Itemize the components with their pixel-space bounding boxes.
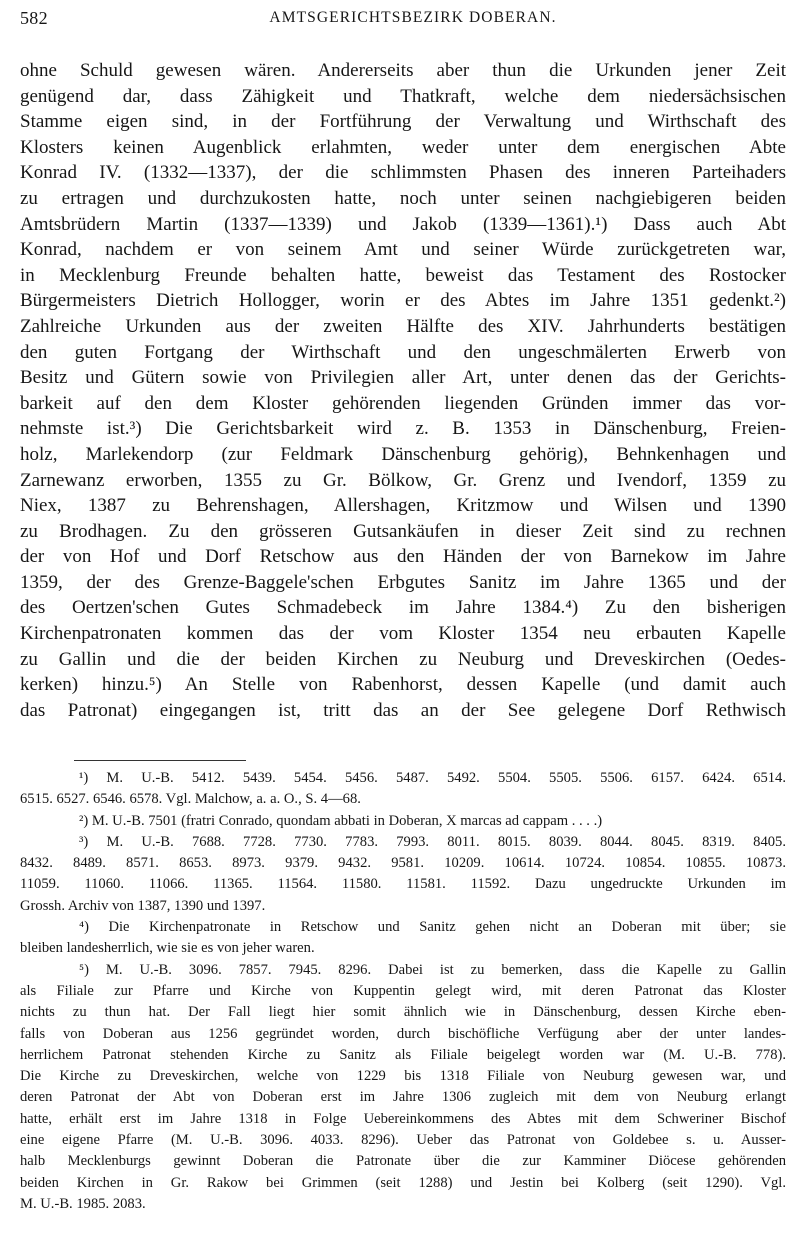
body-text-line: Kirchenpatronaten kommen das der vom Kloster 1354 neu erbauten Kapelle bbox=[20, 623, 786, 645]
body-text-line: ohne Schuld gewesen wären. Andererseits aber thun die Urkunden jener Zeit bbox=[20, 60, 786, 81]
footnote-line: eine eigene Pfarre (M. U.-B. 3096. 4033. 8296). Ueber das Patronat von Goldebee s. u. Ausser- bbox=[20, 1132, 786, 1149]
body-text-line: zu Brodhagen. Zu den grösseren Gutsankäufen in dieser Zeit sind zu rechnen bbox=[20, 520, 786, 542]
body-text-line: den guten Fortgang der Wirthschaft und den ungeschmälerten Erwerb von bbox=[20, 341, 786, 363]
body-text-line: 1359, der des Grenze-Baggele'schen Erbgutes Sanitz im Jahre 1365 und der bbox=[20, 571, 786, 593]
main-body-text bbox=[20, 58, 786, 723]
footnote-line: ³) M. U.-B. 7688. 7728. 7730. 7783. 7993. 8011. 8015. 8039. 8044. 8045. 8319. 8405. bbox=[79, 833, 786, 850]
page-number: 582 bbox=[20, 8, 48, 28]
body-text-line: Zarnewanz erworben, 1355 zu Gr. Bölkow, Gr. Grenz und Ivendorf, 1359 zu bbox=[20, 469, 786, 491]
body-text-line: Niex, 1387 zu Behrenshagen, Allershagen, Kritzmow und Wilsen und 1390 bbox=[20, 495, 786, 517]
footnote-line: 6515. 6527. 6546. 6578. Vgl. Malchow, a. a. O., S. 4—68. bbox=[20, 791, 361, 808]
footnote-line: 11059. 11060. 11066. 11365. 11564. 11580. 11581. 11592. Dazu ungedruckte Urkunden im bbox=[20, 876, 786, 893]
footnote-line: bleiben landesherrlich, wie sie es von jeher waren. bbox=[20, 940, 315, 957]
page-header bbox=[20, 8, 788, 30]
footnote-line: ²) M. U.-B. 7501 (fratri Conrado, quondam abbati in Doberan, X marcas ad cappam . . . .) bbox=[79, 812, 603, 829]
footnote-line: ⁵) M. U.-B. 3096. 7857. 7945. 8296. Dabei ist zu bemerken, dass die Kapelle zu Gallin bbox=[79, 961, 786, 978]
body-text-line: genügend dar, dass Zähigkeit und Thatkraft, welche dem niedersächsischen bbox=[20, 85, 786, 107]
footnote-line: 8432. 8489. 8571. 8653. 8973. 9379. 9432. 9581. 10209. 10614. 10724. 10854. 10855. 10873. bbox=[20, 855, 786, 872]
body-text-line: des Oertzen'schen Gutes Schmadebeck im Jahre 1384.⁴) Zu den bisherigen bbox=[20, 597, 786, 619]
body-text-line: der von Hof und Dorf Retschow aus den Händen der von Barnekow im Jahre bbox=[20, 546, 786, 568]
body-text-line: Bürgermeisters Dietrich Hollogger, worin er des Abtes im Jahre 1351 gedenkt.²) bbox=[20, 290, 786, 312]
body-text-line: zu ertragen und durchzukosten hatte, noch unter seinen nachgiebigeren beiden bbox=[20, 187, 786, 209]
body-text-line: Amtsbrüdern Martin (1337—1339) und Jakob (1339—1361).¹) Dass auch Abt bbox=[20, 213, 786, 235]
footnote-line: nichts zu thun hat. Der Fall liegt hier somit ähnlich wie in Dänschenburg, dessen Kirche eben- bbox=[20, 1004, 786, 1021]
footnote-line: halb Mecklenburgs gewinnt Doberan die Patronate über die zur Kamminer Diöcese gehörenden bbox=[20, 1153, 786, 1170]
footnote-line: Grossh. Archiv von 1387, 1390 und 1397. bbox=[20, 897, 266, 914]
footnote-line: beiden Kirchen in Gr. Rakow bei Grimmen (seit 1288) und Jestin bei Kolberg (seit 1290). Vgl. bbox=[20, 1174, 786, 1191]
running-title: AMTSGERICHTSBEZIRK DOBERAN. bbox=[269, 9, 557, 26]
footnote-separator-rule bbox=[74, 760, 246, 761]
body-text-line: holz, Marlekendorp (zur Feldmark Dänschenburg gehörig), Behnkenhagen und bbox=[20, 443, 786, 465]
footnotes-block bbox=[20, 768, 786, 1215]
body-text-line: das Patronat) eingegangen ist, tritt das an der See gelegene Dorf Rethwisch bbox=[20, 699, 786, 721]
body-text-line: Zahlreiche Urkunden aus der zweiten Hälfte des XIV. Jahrhunderts bestätigen bbox=[20, 315, 786, 337]
book-page bbox=[20, 0, 788, 1245]
body-text-line: in Mecklenburg Freunde behalten hatte, beweist das Testament des Rostocker bbox=[20, 264, 786, 286]
body-text-line: Konrad, nachdem er von seinem Amt und seiner Würde zurückgetreten war, bbox=[20, 239, 786, 261]
body-text-line: Konrad IV. (1332—1337), der die schlimmsten Phasen des inneren Parteihaders bbox=[20, 162, 786, 184]
footnote-line: herrlichem Patronat stehenden Kirche zu Sanitz als Filiale beigelegt worden war (M. U.-B. 778). bbox=[20, 1046, 786, 1063]
footnote-line: M. U.-B. 1985. 2083. bbox=[20, 1195, 146, 1212]
body-text-line: Klosters keinen Augenblick erlahmten, weder unter dem energischen Abte bbox=[20, 136, 786, 158]
footnote-line: als Filiale zur Pfarre und Kirche von Kuppentin gelegt wird, mit deren Patronat das Kloster bbox=[20, 982, 786, 999]
footnote-line: Die Kirche zu Dreveskirchen, welche von 1229 bis 1318 Filiale von Neuburg gewesen war, und bbox=[20, 1068, 786, 1085]
body-text-line: nehmste ist.³) Die Gerichtsbarkeit wird z. B. 1353 in Dänschenburg, Freien- bbox=[20, 418, 786, 440]
footnote-line: ⁴) Die Kirchenpatronate in Retschow und Sanitz gehen nicht an Doberan mit über; sie bbox=[79, 919, 786, 936]
body-text-line: kerken) hinzu.⁵) An Stelle von Rabenhorst, dessen Kapelle (und damit auch bbox=[20, 674, 786, 696]
footnote-line: deren Patronat der Abt von Doberan erst im Jahre 1306 zugleich mit dem von Neuburg erlangt bbox=[20, 1089, 786, 1106]
body-text-line: Stamme eigen sind, in der Fortführung der Verwaltung und Wirthschaft des bbox=[20, 111, 786, 133]
body-text-line: Besitz und Gütern sowie von Privilegien aller Art, unter denen das der Gerichts- bbox=[20, 367, 786, 389]
body-text-line: barkeit auf den dem Kloster gehörenden liegenden Gründen immer das vor- bbox=[20, 392, 786, 414]
footnote-line: falls von Doberan aus 1256 gegründet worden, durch bischöfliche Verfügung aber der unter landes- bbox=[20, 1025, 786, 1042]
footnote-line: ¹) M. U.-B. 5412. 5439. 5454. 5456. 5487. 5492. 5504. 5505. 5506. 6157. 6424. 6514. bbox=[79, 770, 786, 786]
footnote-line: hatte, erhält erst im Jahre 1318 in Folge Uebereinkommens des Abtes mit dem Schweriner Bischof bbox=[20, 1110, 786, 1127]
body-text-line: zu Gallin und die der beiden Kirchen zu Neuburg und Dreveskirchen (Oedes- bbox=[20, 648, 786, 670]
